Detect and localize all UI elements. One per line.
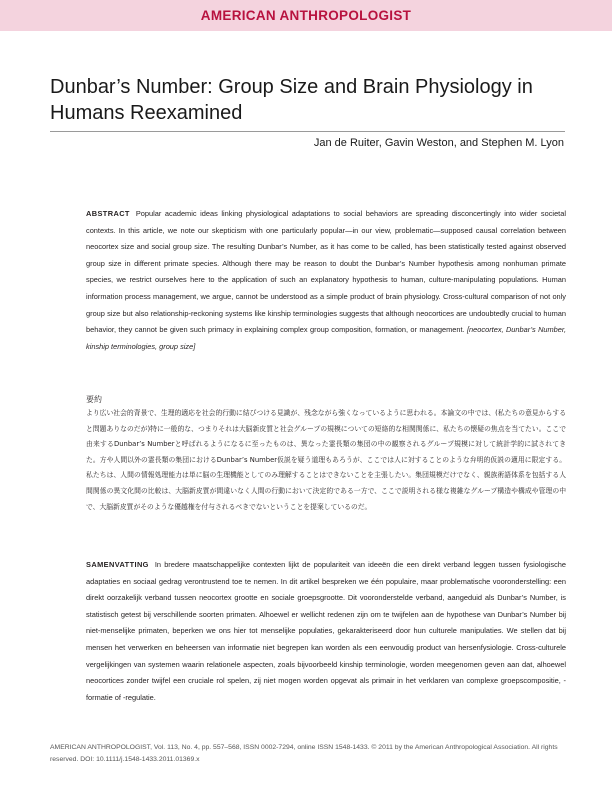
dutch-abstract-label: SAMENVATTING <box>86 560 149 569</box>
abstract-text: Popular academic ideas linking physiological adaptations to social behaviors are spreading disconcertingly into wider societal contexts. In this article, we note our skepticism with one particularly popular—in our view, problematic—supposed causal correlation between neocortex size and social group size. The resulting Dunbar’s Number, as it has come to be called, has been statistically tested against observed group size in different primate species. Although there may be reason to doubt the Dunbar’s Number hypothesis among nonhuman primate species, we restrict ourselves here to the application of such an explanatory hypothesis to human, culture-manipulating populations. Human information process management, we argue, cannot be understood as a simple product of brain physiology. Cross-cultural comparison of not only group size but also relationship-reckoning systems like kinship terminologies suggests that although neocortices are undoubtedly crucial to human behavior, they cannot be given such primacy in explaining complex group composition, formation, or management. <box>86 209 566 335</box>
abstract-keywords: [neocortex, Dunbar’s Number, kinship terminologies, group size] <box>86 325 566 351</box>
abstract-paragraph <box>86 206 566 355</box>
japanese-abstract-heading: 要約 <box>86 395 102 404</box>
title-divider <box>50 131 565 132</box>
abstract-label: ABSTRACT <box>86 209 130 218</box>
article-title: Dunbar’s Number: Group Size and Brain Physiology in Humans Reexamined <box>50 76 533 124</box>
article-authors: Jan de Ruiter, Gavin Weston, and Stephen M. Lyon <box>313 137 564 149</box>
dutch-abstract-paragraph <box>86 557 566 706</box>
citation-footer: AMERICAN ANTHROPOLOGIST, Vol. 113, No. 4, pp. 557–568, ISSN 0002-7294, online ISSN 1548-1433. © 2011 by the American Anthropological Association. All rights reserved. DOI: 10.1111/j.1548-1433.2011.01369.x <box>50 744 558 763</box>
dutch-abstract-text: In bredere maatschappelijke contexten lijkt de populariteit van ideeën die een direkt verband leggen tussen fysiologische adaptaties en sociaal gedrag verontrustend toe te nemen. In dit artikel bespreken we één populaire, maar problematische vooronderstelling: een direkt oorzakelijk verband tussen neocortex grootte en sociale groepsgrootte. Dit vooronderstelde verband, aangeduid als Dunbar’s Number, is statistisch getest bij verschillende soorten primaten. Alhoewel er wellicht redenen zijn om te twijfelen aan de hypothese van Dunbar’s Number bij niet-menselijke primaten, beperken we ons hier tot menselijke populaties, gekarakteriseerd door hun culturele manipulaties. We stellen dat bij mensen het verwerken en beheersen van informatie niet begrepen kan worden als een eenvoudig product van hersenfysiologie. Cross-culturele vergelijkingen van systemen waarin relationele aspecten, zoals bijvoorbeeld kinship terminologie, worden meegenomen geven aan dat, alhoewel neocortices zonder twijfel een cruciale rol spelen, zij niet mogen worden opgevat als primair in het verklaren van complexe groepscompositie, -formatie of -regulatie. <box>86 560 566 702</box>
japanese-abstract-text: より広い社会的背景で、生理的適応を社会的行動に結びつける見識が、残念ながら強くなっているように思われる。本論文の中では、(私たちの意見からすると問題ありなのだが)特に一般的な、つまりそれは大脳新皮質と社会グループの規模についての短絡的な相関関係に、私たちの懐疑の焦点を当てたい。ここで由来するDunbar’s Numberと呼ばれるようになるに至ったものは、異なった霊長類の集団の中の観察されるグループ規模に対して統計学的に試されてきた。方や人間以外の霊長類の集団におけるDunbar’s Number仮説を疑う道理もあろうが、ここでは人に対することのような弁明的仮説の適用に限定する。私たちは、人間の情報処理能力は単に脳の生理機能としてのみ理解することはできないことを主張したい。集団規模だけでなく、親族術語体系を包括する人間関係の異文化間の比較は、大脳新皮質が間違いなく人間の行動において決定的である一方で、ここで説明される様な複雑なグループ構造や構成や管理の中で、大脳新皮質がそのような優越権を付与されるべきでないということを提案しているのだ。 <box>86 409 566 511</box>
journal-banner <box>0 0 612 31</box>
journal-name: AMERICAN ANTHROPOLOGIST <box>200 8 412 23</box>
